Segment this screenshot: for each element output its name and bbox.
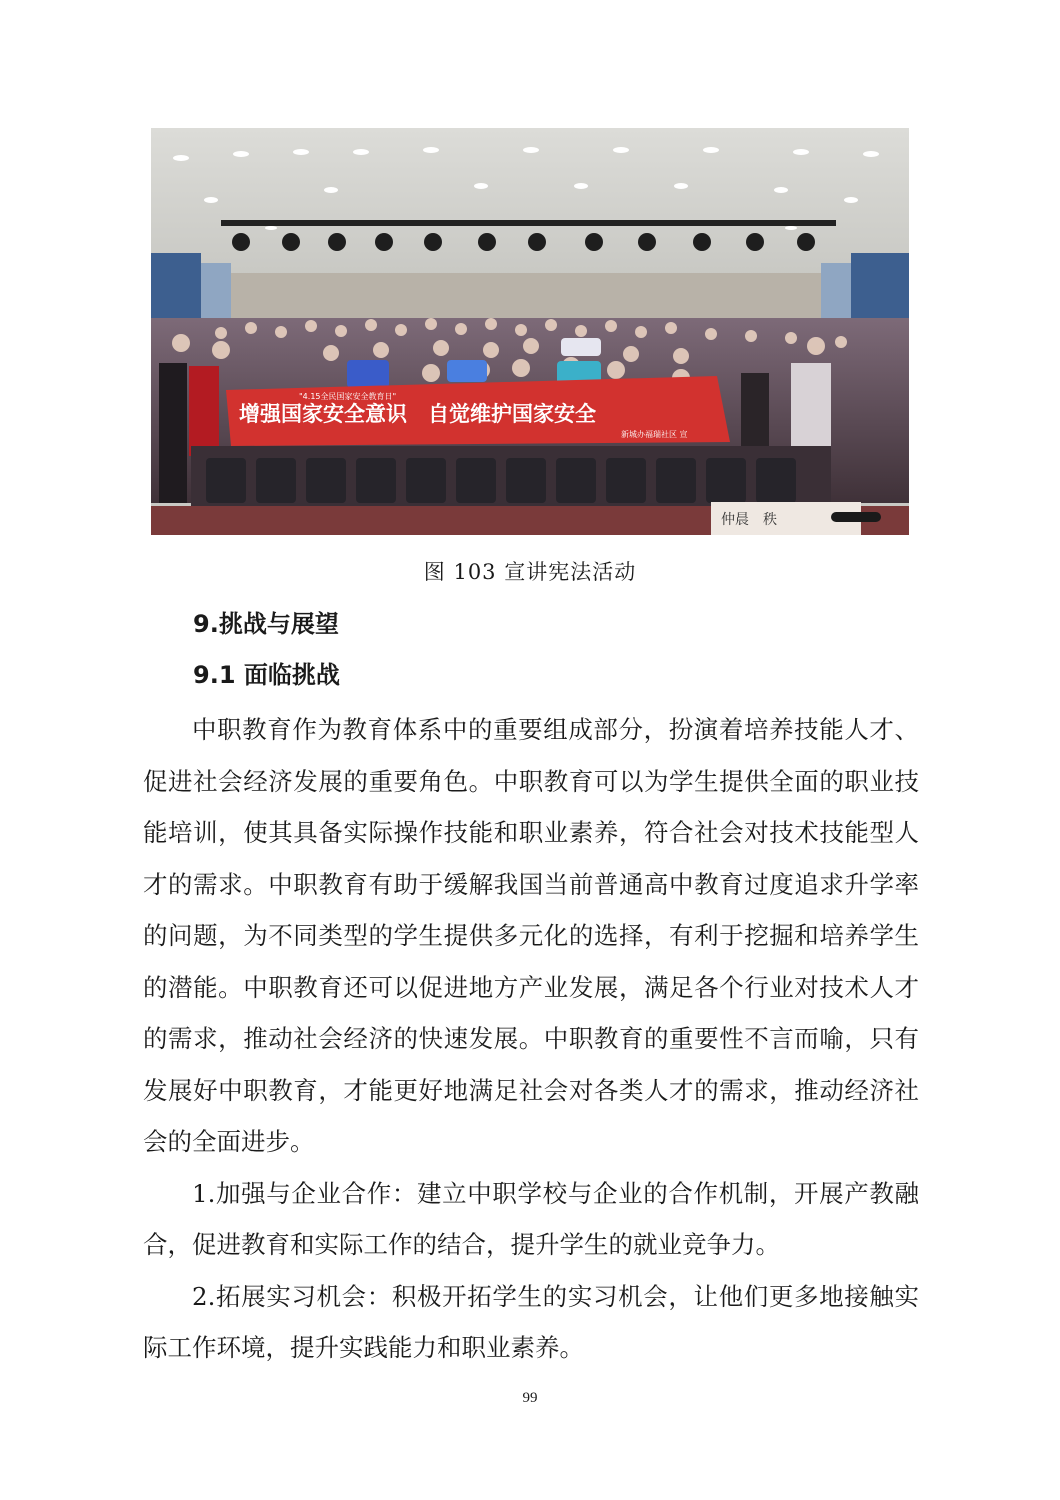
banner-small-text: "4.15全民国家安全教育日"	[299, 392, 397, 401]
event-photo	[151, 128, 909, 535]
page-number: 99	[522, 1390, 538, 1406]
auditorium-photo-illustration	[151, 128, 909, 535]
paragraph-item-2: 2.拓展实习机会：积极开拓学生的实习机会，让他们更多地接触实际工作环境，提升实践能力和职业素养。	[143, 1281, 919, 1362]
subsection-heading: 9.1 面临挑战	[193, 661, 340, 689]
banner-main-text: 增强国家安全意识 自觉维护国家安全	[239, 402, 596, 426]
desk-name-sign: 仲晨 秩	[721, 512, 777, 528]
section-heading: 9.挑战与展望	[193, 610, 339, 638]
banner-sub-text: 新城办福瑞社区 宣	[621, 430, 688, 439]
body-text	[143, 704, 919, 1374]
figure-caption: 图 103 宣讲宪法活动	[423, 560, 637, 584]
paragraph-item-1: 1.加强与企业合作：建立中职学校与企业的合作机制，开展产教融合，促进教育和实际工作的结合，提升学生的就业竞争力。	[143, 1178, 919, 1259]
microphone-icon	[831, 512, 881, 522]
paragraph-intro: 中职教育作为教育体系中的重要组成部分，扮演着培养技能人才、促进社会经济发展的重要角色。中职教育可以为学生提供全面的职业技能培训，使其具备实际操作技能和职业素养，符合社会对技术技能型人才的需求。中职教育有助于缓解我国当前普通高中教育过度追求升学率的问题，为不同类型的学生提供多元化的选择，有利于挖掘和培养学生的潜能。中职教育还可以促进地方产业发展，满足各个行业对技术人才的需求，推动社会经济的快速发展。中职教育的重要性不言而喻，只有发展好中职教育，才能更好地满足社会对各类人才的需求，推动经济社会的全面进步。	[143, 715, 919, 1156]
